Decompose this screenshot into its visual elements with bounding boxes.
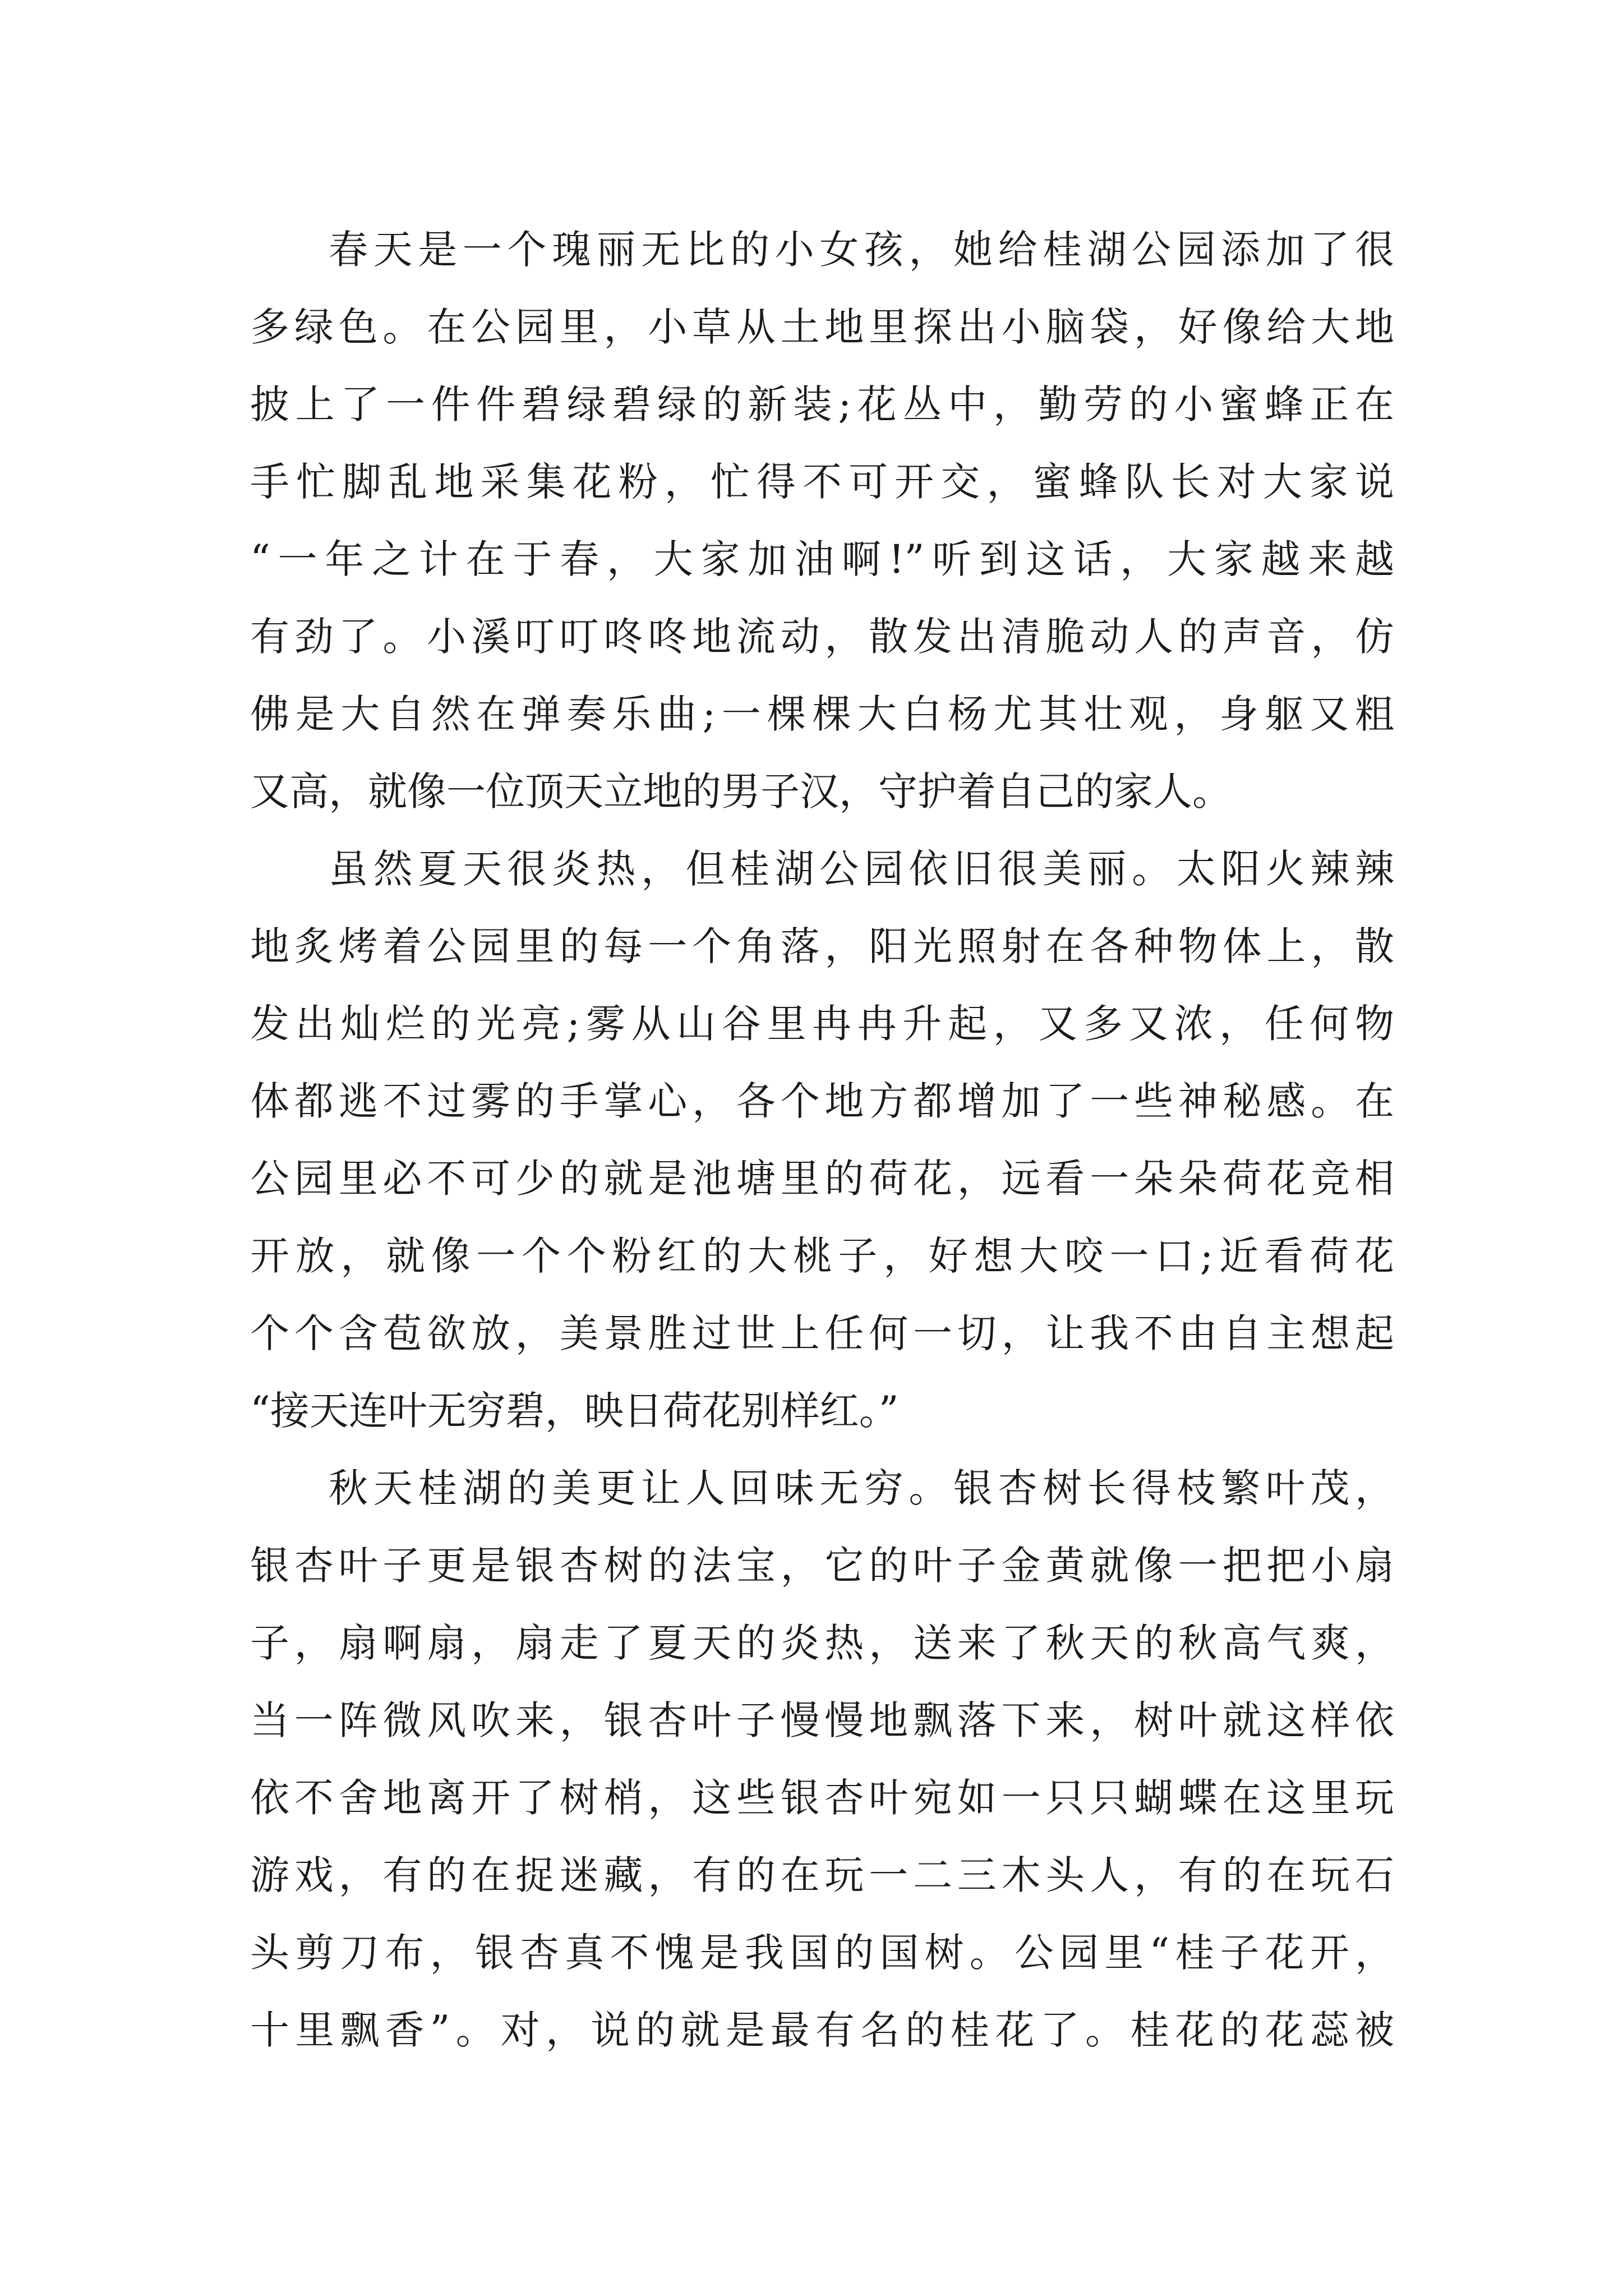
text-line: 游戏，有的在捉迷藏，有的在玩一二三木头人，有的在玩石 [250, 1852, 1394, 1898]
text-line: 有劲了。小溪叮叮咚咚地流动，散发出清脆动人的声音，仿 [250, 614, 1394, 660]
paragraph-summer [250, 830, 1394, 1450]
text-line: 十里飘香”。对，说的就是最有名的桂花了。桂花的花蕊被 [250, 2007, 1394, 2053]
text-line: 银杏叶子更是银杏树的法宝，它的叶子金黄就像一把把小扇 [250, 1543, 1394, 1589]
text-line: 秋天桂湖的美更让人回味无穷。银杏树长得枝繁叶茂， [329, 1465, 1394, 1511]
text-line: 佛是大自然在弹奏乐曲;一棵棵大白杨尤其壮观，身躯又粗 [250, 691, 1394, 737]
text-line: 春天是一个瑰丽无比的小女孩，她给桂湖公园添加了很 [329, 227, 1394, 273]
document-body [250, 211, 1394, 2069]
text-line: 开放，就像一个个粉红的大桃子，好想大咬一口;近看荷花 [250, 1233, 1394, 1279]
text-line: 披上了一件件碧绿碧绿的新装;花丛中，勤劳的小蜜蜂正在 [250, 381, 1394, 427]
text-line: 体都逃不过雾的手掌心，各个地方都增加了一些神秘感。在 [250, 1078, 1394, 1124]
paragraph-spring [250, 211, 1394, 830]
text-line: “接天连叶无穷碧，映日荷花别样红。” [250, 1388, 899, 1434]
text-line: 子，扇啊扇，扇走了夏天的炎热，送来了秋天的秋高气爽， [250, 1620, 1394, 1666]
text-line: 当一阵微风吹来，银杏叶子慢慢地飘落下来，树叶就这样依 [250, 1697, 1394, 1743]
text-line: 依不舍地离开了树梢，这些银杏叶宛如一只只蝴蝶在这里玩 [250, 1775, 1394, 1821]
text-line: 又高，就像一位顶天立地的男子汉，守护着自己的家人。 [250, 769, 1232, 815]
text-line: 手忙脚乱地采集花粉，忙得不可开交，蜜蜂队长对大家说 [250, 459, 1394, 505]
text-line: 虽然夏天很炎热，但桂湖公园依旧很美丽。太阳火辣辣 [329, 846, 1394, 892]
text-line: 个个含苞欲放，美景胜过世上任何一切，让我不由自主想起 [250, 1310, 1394, 1356]
text-line: 公园里必不可少的就是池塘里的荷花，远看一朵朵荷花竞相 [250, 1156, 1394, 1202]
paragraph-autumn [250, 1450, 1394, 2069]
text-line: “一年之计在于春，大家加油啊!”听到这话，大家越来越 [250, 536, 1394, 582]
text-line: 多绿色。在公园里，小草从土地里探出小脑袋，好像给大地 [250, 304, 1394, 350]
text-line: 发出灿烂的光亮;雾从山谷里冉冉升起，又多又浓，任何物 [250, 1001, 1394, 1047]
text-line: 头剪刀布，银杏真不愧是我国的国树。公园里“桂子花开， [250, 1930, 1394, 1976]
text-line: 地炙烤着公园里的每一个角落，阳光照射在各种物体上，散 [250, 923, 1394, 969]
